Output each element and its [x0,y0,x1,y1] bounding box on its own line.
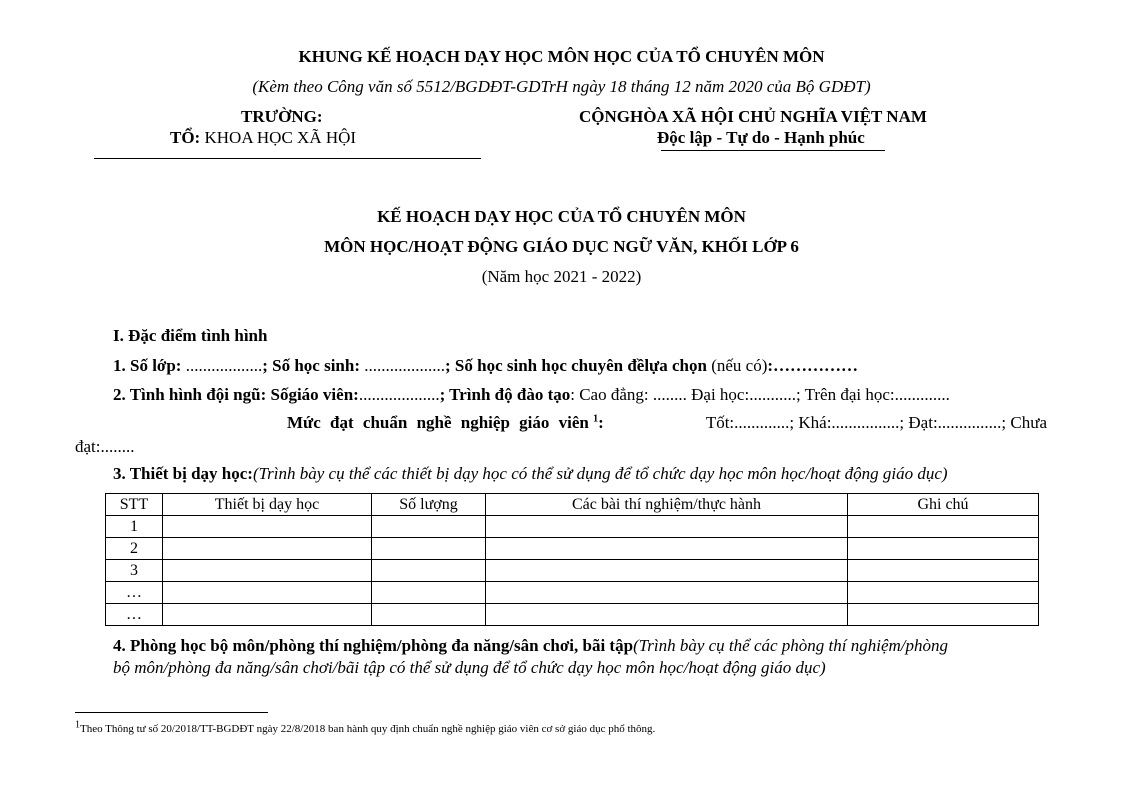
table-header-row [106,494,1039,516]
table-row [106,516,1039,538]
standard-label: Mức đạt chuẩn nghề nghiệp giáo viên [287,413,589,432]
table-cell[interactable] [163,560,372,582]
item2-line [113,385,950,405]
group-label: TỔ: [170,128,201,147]
standard-colon: : [598,413,604,432]
motto: Độc lập - Tự do - Hạnh phúc [657,128,865,147]
table-cell[interactable] [372,516,486,538]
teachers-dots: ................... [358,385,440,404]
footnote-marker: 1 [75,719,80,731]
table-row [106,538,1039,560]
table-cell[interactable] [163,516,372,538]
motto-underline [661,150,885,151]
plan-subject: MÔN HỌC/HOẠT ĐỘNG GIÁO DỤC NGỮ VĂN, KHỐI LỚP 6 [324,237,799,256]
table-cell[interactable] [486,582,848,604]
elective-note: (nếu có) [706,356,768,375]
table-cell[interactable] [163,582,372,604]
staff-label: 2. Tình hình đội ngũ: Sốgiáo viên: [113,385,359,404]
group-value: KHOA HỌC XÃ HỘI [204,128,357,147]
table-cell[interactable] [163,604,372,626]
training-level-label: ; Trình độ đào tạo [439,385,571,404]
footnote-text: Theo Thông tư số 20/2018/TT-BGDĐT ngày 22/8/2018 ban hành quy định chuẩn nghề nghiệp giáo viên cơ sở giáo dục phổ thông. [80,723,656,735]
rooms-desc-1: (Trình bày cụ thể các phòng thí nghiệm/phòng [633,636,948,655]
header-quantity: Số lượng [372,494,486,516]
classes-label: 1. Số lớp: [113,356,182,375]
table-cell[interactable] [848,604,1039,626]
table-row [106,560,1039,582]
rooms-label: 4. Phòng học bộ môn/phòng thí nghiệm/phòng đa năng/sân chơi, bãi tập [113,636,634,655]
table-cell[interactable] [848,516,1039,538]
standard-continuation: đạt:........ [75,437,135,456]
table-cell[interactable] [486,516,848,538]
standard-label-wrap [287,413,604,433]
row-number: … [106,604,163,626]
table-cell[interactable] [163,538,372,560]
subtitle: (Kèm theo Công văn số 5512/BGDĐT-GDTrH ngày 18 tháng 12 năm 2020 của Bộ GDĐT) [252,77,871,96]
row-number: 3 [106,560,163,582]
students-label: ; Số học sinh: [262,356,360,375]
plan-title: KẾ HOẠCH DẠY HỌC CỦA TỔ CHUYÊN MÔN [377,207,746,226]
table-cell[interactable] [848,582,1039,604]
classes-dots: .................. [181,356,263,375]
school-label: TRƯỜNG: [241,107,323,126]
main-title: KHUNG KẾ HOẠCH DẠY HỌC MÔN HỌC CỦA TỔ CHUYÊN MÔN [298,47,825,66]
equipment-desc: (Trình bày cụ thể các thiết bị dạy học có thể sử dụng để tổ chức dạy học môn học/hoạt động giáo dục) [252,464,948,483]
table-cell[interactable] [486,604,848,626]
table-cell[interactable] [372,560,486,582]
table-cell[interactable] [372,604,486,626]
nation-title: CỘNGHÒA XÃ HỘI CHỦ NGHĨA VIỆT NAM [579,107,927,126]
table-row [106,604,1039,626]
header-equipment: Thiết bị dạy học [163,494,372,516]
table-cell[interactable] [486,560,848,582]
table-cell[interactable] [848,560,1039,582]
table-cell[interactable] [486,538,848,560]
header-experiments: Các bài thí nghiệm/thực hành [486,494,848,516]
table-cell[interactable] [372,582,486,604]
section1-heading: I. Đặc điểm tình hình [113,326,268,345]
row-number: … [106,582,163,604]
elective-dots: :…………… [767,356,859,375]
header-notes: Ghi chú [848,494,1039,516]
row-number: 1 [106,516,163,538]
table-cell[interactable] [848,538,1039,560]
standard-values: Tốt:.............; Khá:................; Đạt:...............; Chưa [705,413,1047,432]
footnote [75,719,656,736]
equipment-label: 3. Thiết bị dạy học: [113,464,253,483]
row-number: 2 [106,538,163,560]
table-cell[interactable] [372,538,486,560]
training-level-values: : Cao đẳng: ........ Đại học:...........; Trên đại học:............. [570,385,950,404]
group-line [170,128,356,148]
item1-line [113,356,858,376]
item3-line [113,464,948,484]
equipment-table [105,493,1039,626]
header-stt: STT [106,494,163,516]
header-left-rule [94,158,481,159]
elective-label: ; Số học sinh học chuyên đềlựa chọn [445,356,707,375]
plan-year: (Năm học 2021 - 2022) [481,267,642,286]
students-dots: ................... [360,356,445,375]
footnote-rule [75,712,268,713]
item4-line [113,636,948,656]
footnote-ref: 1 [593,413,599,425]
rooms-desc-2: bộ môn/phòng đa năng/sân chơi/bãi tập có thể sử dụng để tổ chức dạy học môn học/hoạt động giáo dục) [113,658,826,677]
table-row [106,582,1039,604]
